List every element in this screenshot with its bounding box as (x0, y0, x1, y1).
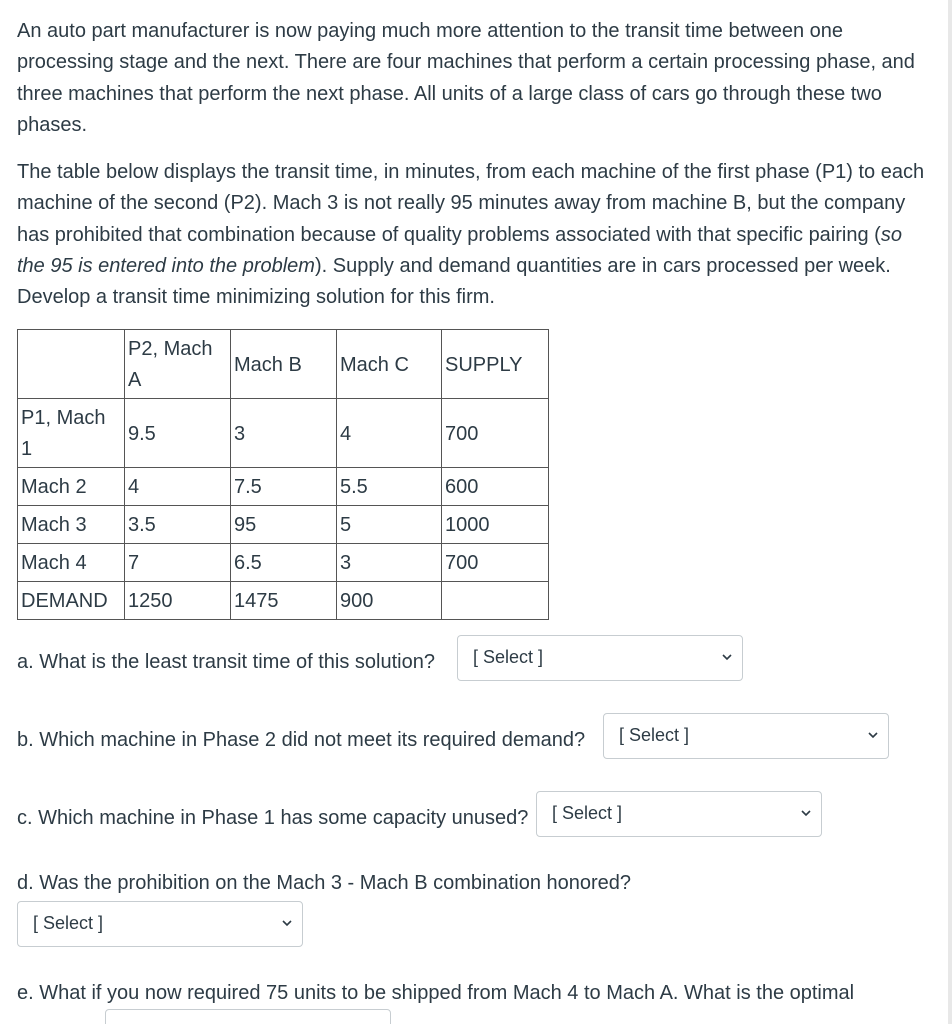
table-cell (442, 582, 549, 620)
problem-table-paragraph (17, 157, 929, 313)
table-row-label: Mach 3 (18, 506, 125, 544)
table-row-label: Mach 4 (18, 544, 125, 582)
question-a-select[interactable] (457, 635, 743, 681)
table-cell: 5 (337, 506, 442, 544)
question-d-select[interactable] (17, 901, 303, 947)
table-cell: 7.5 (231, 468, 337, 506)
question-b-select[interactable] (603, 713, 889, 759)
table-header-cell: P2, Mach A (125, 330, 231, 399)
transit-time-table (17, 329, 549, 620)
question-d-select-value: [ Select ] (33, 913, 104, 933)
table-row (18, 399, 549, 468)
question-a-text: a. What is the least transit time of this solution? (17, 651, 435, 673)
table-cell: 600 (442, 468, 549, 506)
table-header-cell: SUPPLY (442, 330, 549, 399)
table-row (18, 544, 549, 582)
table-cell (18, 330, 125, 399)
table-cell: 3 (337, 544, 442, 582)
table-cell: 3 (231, 399, 337, 468)
table-cell: 95 (231, 506, 337, 544)
problem-intro-paragraph: An auto part manufacturer is now paying much more attention to the transit time between one processing stage and the next. There are four machines that perform a certain processing phase, and three machines that perform the next phase. All units of a large class of cars go through these two phases. (17, 20, 915, 136)
table-cell: 900 (337, 582, 442, 620)
table-header-row (18, 330, 549, 399)
paragraph-text-start: The table below displays the transit time, in minutes, from each machine of the first phase (P1) to each machine of the second (P2). Mach 3 is not really 95 minutes away from machine B, but the company has prohibited that combination because of quality problems associated with that specific pairing ( (17, 161, 925, 246)
chevron-down-icon (722, 652, 732, 662)
question-e-select[interactable] (105, 1009, 391, 1024)
table-cell: 6.5 (231, 544, 337, 582)
table-row (18, 506, 549, 544)
table-cell: 700 (442, 399, 549, 468)
table-cell: 9.5 (125, 399, 231, 468)
table-row-label: Mach 2 (18, 468, 125, 506)
table-header-cell: Mach B (231, 330, 337, 399)
table-row-label: P1, Mach 1 (18, 399, 125, 468)
chevron-down-icon (801, 808, 811, 818)
chevron-down-icon (868, 730, 878, 740)
question-c-select-value: [ Select ] (552, 803, 623, 823)
table-cell: 4 (337, 399, 442, 468)
question-b-text: b. Which machine in Phase 2 did not meet its required demand? (17, 729, 586, 751)
paragraph-italic-note: so the 95 is entered into the problem (17, 223, 902, 277)
table-header-cell: Mach C (337, 330, 442, 399)
table-row (18, 582, 549, 620)
paragraph-text-end: ). Supply and demand quantities are in cars processed per week. Develop a transit time minimizing solution for this firm. (17, 254, 891, 309)
question-a-select-value: [ Select ] (473, 647, 544, 667)
table-cell: 3.5 (125, 506, 231, 544)
question-e-text: e. What if you now required 75 units to be shipped from Mach 4 to Mach A. What is the optimal (17, 982, 855, 1004)
question-c-text: c. Which machine in Phase 1 has some capacity unused? (17, 807, 529, 829)
table-cell: 7 (125, 544, 231, 582)
table-cell: 1000 (442, 506, 549, 544)
chevron-down-icon (282, 918, 292, 928)
question-c-select[interactable] (536, 791, 822, 837)
table-cell: 1250 (125, 582, 231, 620)
table-cell: 1475 (231, 582, 337, 620)
question-b-select-value: [ Select ] (619, 725, 690, 745)
page-right-edge (948, 0, 952, 1024)
table-row (18, 468, 549, 506)
question-d-text: d. Was the prohibition on the Mach 3 - Mach B combination honored? (17, 872, 632, 894)
table-cell: 4 (125, 468, 231, 506)
table-cell: 700 (442, 544, 549, 582)
table-row-label: DEMAND (18, 582, 125, 620)
table-cell: 5.5 (337, 468, 442, 506)
